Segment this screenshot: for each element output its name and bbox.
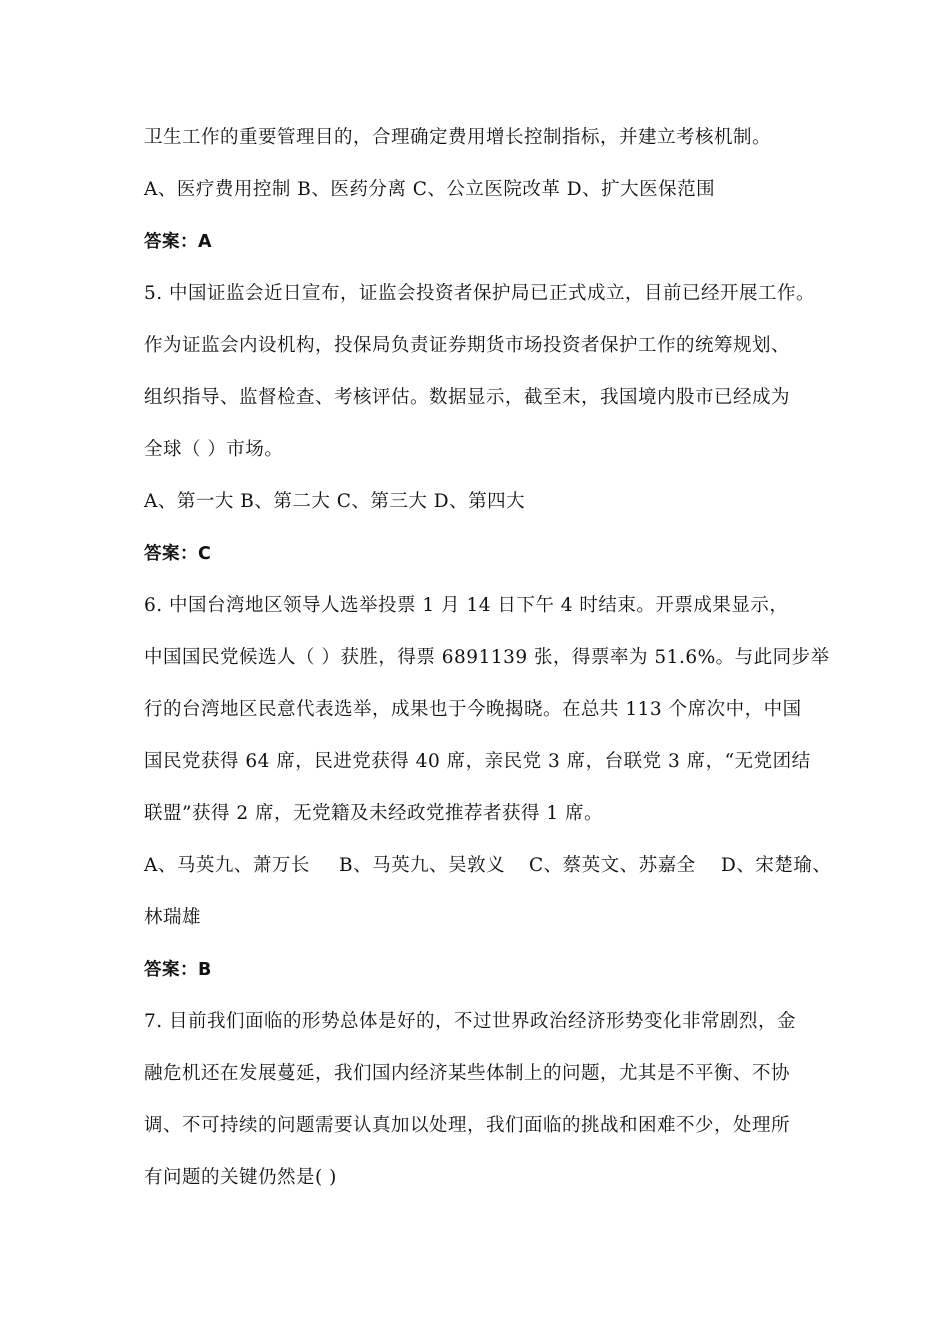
q6-options [144, 853, 831, 879]
q6-line-3: 行的台湾地区民意代表选举，成果也于今晚揭晓。在总共 113 个席次中，中国 [144, 699, 802, 720]
q7-line-1: 7. 目前我们面临的形势总体是好的，不过世界政治经济形势变化非常剧烈，金 [144, 1011, 797, 1032]
q7-line-3: 调、不可持续的问题需要认真加以处理，我们面临的挑战和困难不少，处理所 [144, 1115, 791, 1136]
q6-line-4: 国民党获得 64 席，民进党获得 40 席，亲民党 3 席，台联党 3 席，“无党团结 [144, 751, 811, 772]
q5-line-2: 作为证监会内设机构，投保局负责证券期货市场投资者保护工作的统筹规划、 [144, 335, 791, 356]
q6-option-a: A、马英九、萧万长 [144, 855, 310, 876]
q4-text-tail: 卫生工作的重要管理目的，合理确定费用增长控制指标，并建立考核机制。 [144, 127, 772, 148]
q7-line-4: 有问题的关键仍然是( ) [144, 1167, 337, 1188]
q6-option-d: D、宋楚瑜、 [721, 855, 832, 876]
q4-options: A、医疗费用控制 B、医药分离 C、公立医院改革 D、扩大医保范围 [144, 179, 716, 200]
q5-options: A、第一大 B、第二大 C、第三大 D、第四大 [144, 491, 526, 512]
q4-answer: 答案：A [144, 232, 213, 252]
q6-line-1: 6. 中国台湾地区领导人选举投票 1 月 14 日下午 4 时结束。开票成果显示， [144, 595, 789, 616]
q6-line-5: 联盟”获得 2 席，无党籍及未经政党推荐者获得 1 席。 [144, 803, 604, 824]
q5-line-3: 组织指导、监督检查、考核评估。数据显示，截至末，我国境内股市已经成为 [144, 387, 791, 408]
q6-answer: 答案：B [144, 960, 212, 980]
q6-option-c: C、蔡英文、苏嘉全 [529, 855, 696, 876]
q6-option-b: B、马英九、吴敦义 [339, 855, 506, 876]
q6-line-2: 中国国民党候选人（ ）获胜，得票 6891139 张，得票率为 51.6%。与此同步举 [144, 647, 830, 668]
q5-answer: 答案：C [144, 544, 212, 564]
q6-option-d-continued: 林瑞雄 [144, 907, 202, 928]
q5-line-1: 5. 中国证监会近日宣布，证监会投资者保护局已正式成立，目前已经开展工作。 [144, 283, 816, 304]
q5-line-4: 全球（ ）市场。 [144, 439, 284, 460]
q7-line-2: 融危机还在发展蔓延，我们国内经济某些体制上的问题，尤其是不平衡、不协 [144, 1063, 791, 1084]
